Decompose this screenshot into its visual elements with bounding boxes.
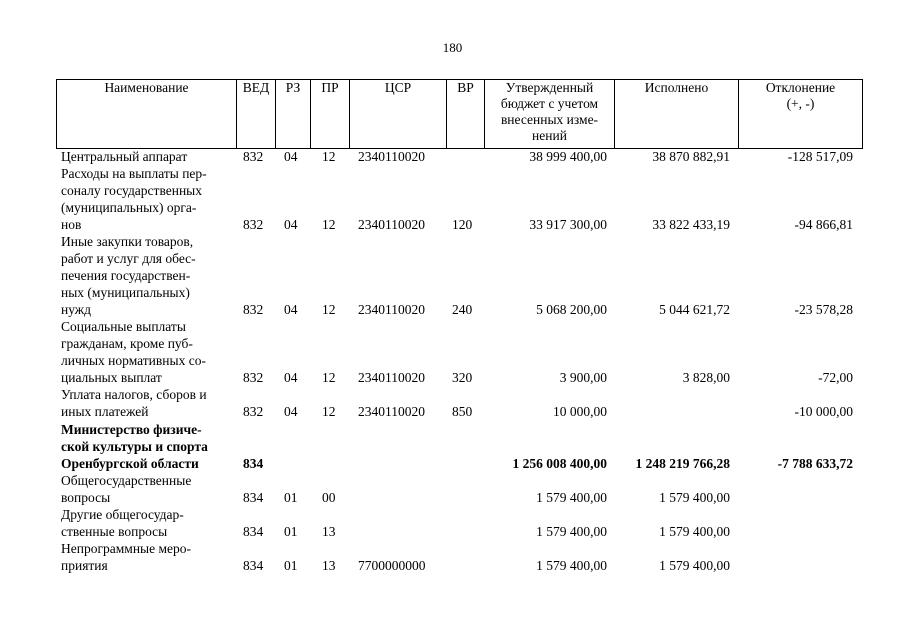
row-rz: 04	[284, 404, 298, 419]
row-csr: 2340110020	[358, 149, 425, 164]
row-pr: 12	[322, 370, 336, 385]
row-budget: 1 579 400,00	[536, 524, 607, 539]
row-vr: 120	[452, 217, 473, 232]
row-budget: 10 000,00	[553, 404, 607, 419]
row-executed: 33 822 433,19	[652, 217, 730, 232]
row-deviation: -128 517,09	[787, 149, 853, 164]
row-deviation: -72,00	[818, 370, 853, 385]
row-pr: 13	[322, 524, 336, 539]
row-pr: 12	[322, 404, 336, 419]
row-csr: 2340110020	[358, 217, 425, 232]
row-budget: 1 579 400,00	[536, 490, 607, 505]
row-ved: 832	[243, 302, 264, 317]
row-pr: 13	[322, 558, 336, 573]
header-deviation: Отклонение (+, -)	[765, 80, 836, 111]
row-name: Социальные выплаты гражданам, кроме пуб- личных нормативных со- циальных выплат	[61, 319, 206, 385]
row-executed: 1 248 219 766,28	[635, 456, 730, 471]
header-rz: РЗ	[285, 80, 301, 95]
row-name: Иные закупки товаров, работ и услуг для обес- печения государствен- ных (муниципальных) нужд	[61, 234, 196, 317]
row-name: Другие общегосудар- ственные вопросы	[61, 507, 184, 539]
row-pr: 12	[322, 302, 336, 317]
row-budget: 3 900,00	[559, 370, 607, 385]
row-csr: 2340110020	[358, 404, 425, 419]
page-number: 180	[442, 40, 463, 55]
header-divider	[862, 79, 863, 148]
row-ved: 832	[243, 404, 264, 419]
row-executed: 38 870 882,91	[652, 149, 730, 164]
row-rz: 04	[284, 370, 298, 385]
row-name: Министерство физиче- ской культуры и спорта Оренбургской области	[61, 422, 208, 471]
row-ved: 834	[243, 558, 264, 573]
row-rz: 01	[284, 558, 298, 573]
header-vr: ВР	[457, 80, 474, 95]
row-executed: 1 579 400,00	[659, 558, 730, 573]
row-name: Центральный аппарат	[61, 149, 188, 164]
row-pr: 00	[322, 490, 336, 505]
row-rz: 01	[284, 490, 298, 505]
row-budget: 1 579 400,00	[536, 558, 607, 573]
header-budget: Утвержденный бюджет с учетом внесенных изме- нений	[500, 80, 599, 143]
row-rz: 04	[284, 149, 298, 164]
row-ved: 832	[243, 370, 264, 385]
row-rz: 01	[284, 524, 298, 539]
header-name: Наименование	[104, 80, 189, 95]
row-name: Уплата налогов, сборов и иных платежей	[61, 387, 207, 419]
row-ved: 834	[243, 490, 264, 505]
row-vr: 850	[452, 404, 473, 419]
row-deviation: -23 578,28	[794, 302, 853, 317]
row-executed: 1 579 400,00	[659, 524, 730, 539]
header-csr: ЦСР	[384, 80, 412, 95]
row-ved: 834	[243, 456, 264, 471]
row-name: Непрограммные меро- приятия	[61, 541, 192, 573]
row-rz: 04	[284, 217, 298, 232]
row-deviation: -94 866,81	[794, 217, 853, 232]
header-pr: ПР	[321, 80, 339, 95]
row-deviation: -10 000,00	[794, 404, 853, 419]
header-ved: ВЕД	[242, 80, 270, 95]
row-budget: 5 068 200,00	[536, 302, 607, 317]
row-executed: 3 828,00	[682, 370, 730, 385]
row-budget: 33 917 300,00	[529, 217, 607, 232]
row-ved: 832	[243, 217, 264, 232]
row-csr: 7700000000	[358, 558, 426, 573]
row-vr: 320	[452, 370, 473, 385]
row-budget: 1 256 008 400,00	[512, 456, 607, 471]
row-csr: 2340110020	[358, 302, 425, 317]
row-vr: 240	[452, 302, 473, 317]
row-name: Общегосударственные вопросы	[61, 473, 192, 505]
header-executed: Исполнено	[644, 80, 709, 95]
row-pr: 12	[322, 217, 336, 232]
row-csr: 2340110020	[358, 370, 425, 385]
row-deviation: -7 788 633,72	[777, 456, 853, 471]
row-executed: 5 044 621,72	[659, 302, 730, 317]
row-ved: 832	[243, 149, 264, 164]
row-ved: 834	[243, 524, 264, 539]
row-budget: 38 999 400,00	[529, 149, 607, 164]
row-name: Расходы на выплаты пер- соналу государственных (муниципальных) орга- нов	[61, 166, 207, 232]
row-rz: 04	[284, 302, 298, 317]
row-pr: 12	[322, 149, 336, 164]
row-executed: 1 579 400,00	[659, 490, 730, 505]
